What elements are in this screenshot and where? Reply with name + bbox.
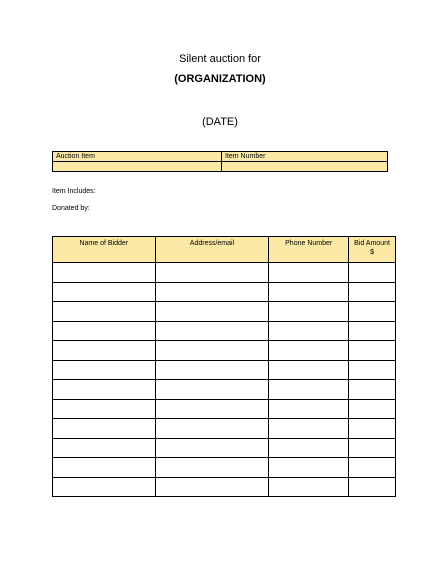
bidder-name-cell[interactable] — [53, 458, 156, 478]
name-of-bidder-header: Name of Bidder — [53, 237, 156, 263]
address-email-header: Address/email — [155, 237, 269, 263]
date-placeholder: (DATE) — [202, 116, 238, 128]
bid-amount-label: Bid Amount — [354, 240, 390, 247]
bid-row — [53, 341, 396, 361]
bid-amount-cell[interactable] — [349, 380, 396, 400]
bidder-name-cell[interactable] — [53, 477, 156, 497]
bidder-name-cell[interactable] — [53, 341, 156, 361]
bid-table-body — [53, 263, 396, 497]
address-email-cell[interactable] — [155, 282, 269, 302]
bid-amount-cell[interactable] — [349, 341, 396, 361]
bid-row — [53, 380, 396, 400]
phone-number-cell[interactable] — [269, 438, 349, 458]
organization-placeholder: (ORGANIZATION) — [174, 73, 266, 85]
bid-table-header-row — [53, 237, 396, 263]
bid-currency-label: $ — [370, 249, 374, 256]
bid-amount-header — [349, 237, 396, 263]
bid-amount-cell[interactable] — [349, 302, 396, 322]
item-table-entry-row — [53, 162, 388, 172]
address-email-cell[interactable] — [155, 263, 269, 283]
bidder-name-cell[interactable] — [53, 282, 156, 302]
bidder-name-cell[interactable] — [53, 263, 156, 283]
auction-item-header: Auction Item — [53, 152, 222, 162]
phone-number-cell[interactable] — [269, 360, 349, 380]
bid-row — [53, 419, 396, 439]
address-email-cell[interactable] — [155, 302, 269, 322]
bidder-name-cell[interactable] — [53, 438, 156, 458]
bidder-name-cell[interactable] — [53, 360, 156, 380]
bid-amount-cell[interactable] — [349, 419, 396, 439]
phone-number-header: Phone Number — [269, 237, 349, 263]
address-email-cell[interactable] — [155, 438, 269, 458]
auction-item-table — [52, 151, 388, 172]
bid-row — [53, 321, 396, 341]
phone-number-cell[interactable] — [269, 399, 349, 419]
item-number-header: Item Number — [222, 152, 388, 162]
bid-row — [53, 477, 396, 497]
bid-amount-cell[interactable] — [349, 282, 396, 302]
bid-amount-cell[interactable] — [349, 263, 396, 283]
address-email-cell[interactable] — [155, 458, 269, 478]
bid-amount-cell[interactable] — [349, 458, 396, 478]
address-email-cell[interactable] — [155, 380, 269, 400]
bidder-name-cell[interactable] — [53, 380, 156, 400]
bid-row — [53, 438, 396, 458]
bid-row — [53, 458, 396, 478]
phone-number-cell[interactable] — [269, 477, 349, 497]
bid-sheet-table — [52, 236, 396, 497]
bidder-name-cell[interactable] — [53, 321, 156, 341]
bid-amount-cell[interactable] — [349, 438, 396, 458]
bid-amount-cell[interactable] — [349, 321, 396, 341]
phone-number-cell[interactable] — [269, 321, 349, 341]
address-email-cell[interactable] — [155, 321, 269, 341]
address-email-cell[interactable] — [155, 399, 269, 419]
phone-number-cell[interactable] — [269, 341, 349, 361]
title-line: Silent auction for — [179, 53, 261, 65]
auction-item-cell[interactable] — [53, 162, 222, 172]
address-email-cell[interactable] — [155, 419, 269, 439]
address-email-cell[interactable] — [155, 360, 269, 380]
bid-amount-cell[interactable] — [349, 477, 396, 497]
phone-number-cell[interactable] — [269, 263, 349, 283]
phone-number-cell[interactable] — [269, 302, 349, 322]
donated-by-label: Donated by: — [52, 205, 90, 212]
bidder-name-cell[interactable] — [53, 302, 156, 322]
bid-row — [53, 302, 396, 322]
bidder-name-cell[interactable] — [53, 419, 156, 439]
bid-row — [53, 282, 396, 302]
bid-amount-cell[interactable] — [349, 399, 396, 419]
address-email-cell[interactable] — [155, 341, 269, 361]
item-table-header-row — [53, 152, 388, 162]
phone-number-cell[interactable] — [269, 282, 349, 302]
bid-row — [53, 360, 396, 380]
phone-number-cell[interactable] — [269, 419, 349, 439]
phone-number-cell[interactable] — [269, 458, 349, 478]
address-email-cell[interactable] — [155, 477, 269, 497]
bid-row — [53, 399, 396, 419]
phone-number-cell[interactable] — [269, 380, 349, 400]
bidder-name-cell[interactable] — [53, 399, 156, 419]
item-number-cell[interactable] — [222, 162, 388, 172]
bid-amount-cell[interactable] — [349, 360, 396, 380]
item-includes-label: Item Includes: — [52, 188, 96, 195]
bid-row — [53, 263, 396, 283]
